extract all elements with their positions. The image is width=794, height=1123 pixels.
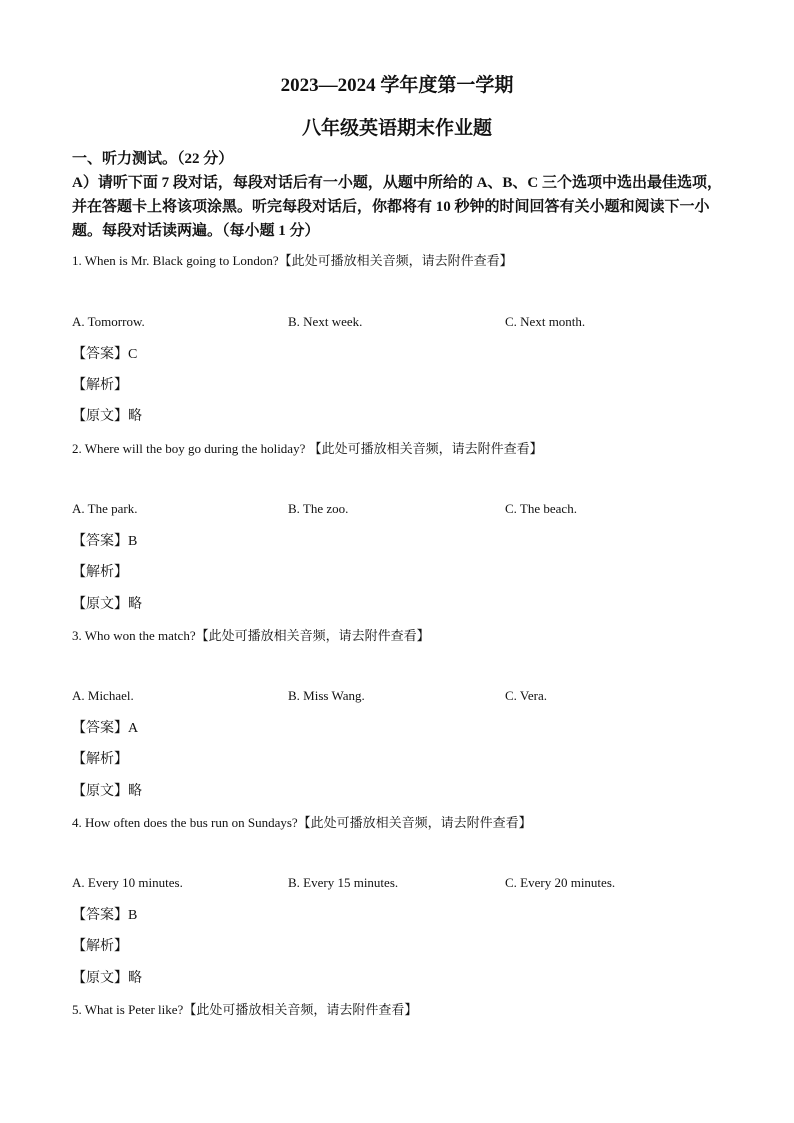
question-3: 3. Who won the match?【此处可播放相关音频，请去附件查看】: [72, 628, 430, 643]
q3-original: 【原文】略: [72, 784, 142, 799]
q1-answer: 【答案】C: [72, 347, 138, 362]
q4-option-a: A. Every 10 minutes.: [72, 875, 183, 890]
question-4: 4. How often does the bus run on Sundays?【此处可播放相关音频，请去附件查看】: [72, 815, 532, 830]
question-5: 5. What is Peter like?【此处可播放相关音频，请去附件查看】: [72, 1002, 418, 1017]
section-heading: 一、听力测试。（22 分）: [72, 151, 234, 167]
q4-original: 【原文】略: [72, 971, 142, 986]
question-2: 2. Where will the boy go during the holiday? 【此处可播放相关音频，请去附件查看】: [72, 441, 543, 456]
q3-analysis: 【解析】: [72, 752, 128, 767]
q1-option-b: B. Next week.: [288, 314, 363, 329]
term-title: 2023—2024 学年度第一学期: [280, 75, 514, 96]
subject-title: 八年级英语期末作业题: [301, 118, 492, 139]
q2-option-a: A. The park.: [72, 501, 138, 516]
q1-option-a: A. Tomorrow.: [72, 314, 145, 329]
section-instruction: A）请听下面 7 段对话，每段对话后有一小题，从题中所给的 A、B、C 三个选项中选出最佳选项，并在答题卡上将该项涂黑。听完每段对话后，你都将有 10 秒钟的时间回答有关小题和阅读下一小题。每段对话读两遍。（每小题 1 分）: [72, 175, 723, 239]
q1-option-c: C. Next month.: [505, 314, 586, 329]
q2-analysis: 【解析】: [72, 565, 128, 580]
q1-original: 【原文】略: [72, 409, 142, 424]
question-1: 1. When is Mr. Black going to London?【此处可播放相关音频，请去附件查看】: [72, 253, 513, 268]
q3-option-a: A. Michael.: [72, 688, 134, 703]
q1-analysis: 【解析】: [72, 378, 128, 393]
q3-option-c: C. Vera.: [505, 688, 548, 703]
q2-option-c: C. The beach.: [505, 501, 577, 516]
q4-option-b: B. Every 15 minutes.: [288, 875, 399, 890]
q4-answer: 【答案】B: [72, 908, 138, 923]
q3-answer: 【答案】A: [72, 721, 139, 736]
q4-option-c: C. Every 20 minutes.: [505, 875, 616, 890]
q2-answer: 【答案】B: [72, 534, 138, 549]
q2-option-b: B. The zoo.: [288, 501, 349, 516]
q3-option-b: B. Miss Wang.: [288, 688, 365, 703]
q2-original: 【原文】略: [72, 597, 142, 612]
q4-analysis: 【解析】: [72, 939, 128, 954]
